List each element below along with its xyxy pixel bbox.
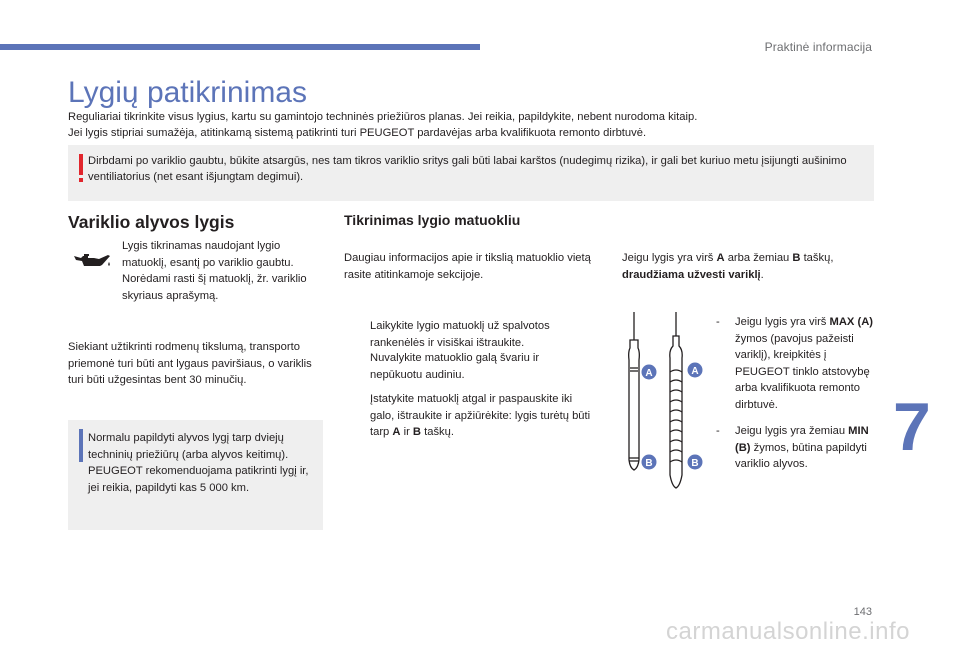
intro-line-1: Reguliariai tikrinkite visus lygius, kartu su gamintojo techninės priežiūros planas. Jei reikia, papildykite, nebent nurodoma kitaip.	[68, 111, 698, 123]
info-box	[68, 420, 323, 530]
info-text: Normalu papildyti alyvos lygį tarp dviejų techninių priežiūrų (arba alyvos keitimų). PEUGEOT rekomenduojama patikrinti lygį ir, jei reikia, papildyti kas 5 000 km.	[88, 432, 309, 494]
intro-text	[68, 110, 878, 141]
level-warning-intro: Jeigu lygis yra virš A arba žemiau B taškų, draudžiama užvesti variklį.	[622, 252, 834, 281]
level-min-item: - Jeigu lygis yra žemiau MIN (B) žymos, būtina papildyti variklio alyvos.	[716, 425, 869, 470]
exclamation-icon	[78, 154, 84, 184]
dipstick-right	[670, 312, 682, 488]
chapter-number: 7	[893, 389, 931, 465]
marker-b-left	[642, 455, 657, 470]
section-label: Praktinė informacija	[764, 40, 872, 54]
marker-a-left	[642, 365, 657, 380]
dipstick-intro: Daugiau informacijos apie ir tikslią matuoklio vietą rasite atitinkamoje sekcijoje.	[344, 252, 591, 281]
page-number: 143	[853, 606, 872, 618]
svg-text:A: A	[691, 366, 699, 377]
dipstick-illustration	[612, 310, 717, 492]
svg-text:A: A	[645, 368, 653, 379]
warning-box	[68, 145, 874, 201]
oil-level-paragraph: Siekiant užtikrinti rodmenų tikslumą, transporto priemonė turi būti ant lygaus paviršiaus, o variklis turi būti užgesintas bent 30 minučių.	[68, 341, 312, 386]
step-2-text: Nuvalykite matuoklio galą švariu ir nepūkuotu audiniu.	[370, 352, 540, 381]
step-1	[344, 318, 594, 351]
info-marker-icon	[79, 429, 83, 462]
dipstick-heading: Tikrinimas lygio matuokliu	[344, 212, 521, 228]
intro-line-2: Jei lygis stipriai sumažėja, atitinkamą sistemą patikrinti turi PEUGEOT pardavėjas arba kvalifikuota remonto dirbtuvė.	[68, 126, 647, 139]
warning-text: Dirbdami po variklio gaubtu, būkite atsargūs, nes tam tikros variklio sritys gali būti labai karštos (nudegimų rizika), ir gali bet kuriuo metu įsijungti aušinimo ventiliatorius (net esant išjungtam degimui).	[88, 155, 847, 183]
svg-text:B: B	[645, 458, 653, 469]
oil-level-heading: Variklio alyvos lygis	[68, 212, 235, 232]
step-1-text: Laikykite lygio matuoklį už spalvotos rankenėlės ir visiškai ištraukite.	[370, 320, 550, 349]
oil-can-icon	[72, 250, 112, 272]
step-3	[344, 391, 594, 441]
marker-b-right	[688, 455, 703, 470]
page-title: Lygių patikrinimas	[68, 76, 307, 109]
dipstick-left	[629, 312, 640, 470]
oil-level-description: Lygis tikrinamas naudojant lygio matuoklį, esantį po variklio gaubtu. Norėdami rasti šį matuoklį, žr. variklio skyriaus aprašymą.	[122, 240, 307, 302]
marker-a-right	[688, 363, 703, 378]
header-accent-bar	[0, 44, 480, 50]
step-2	[344, 350, 594, 383]
svg-text:B: B	[691, 458, 699, 469]
watermark: carmanualsonline.info	[666, 618, 910, 645]
level-max-item: - Jeigu lygis yra virš MAX (A) žymos (pavojus pažeisti variklį), kreipkitės į PEUGEOT tinklo atstovybę arba kvalifikuota remonto dirbtuvė.	[716, 316, 873, 411]
step-3-text: Įstatykite matuoklį atgal ir paspauskite iki galo, ištraukite ir apžiūrėkite: lygis turėtų būti tarp A ir B taškų.	[370, 393, 591, 438]
